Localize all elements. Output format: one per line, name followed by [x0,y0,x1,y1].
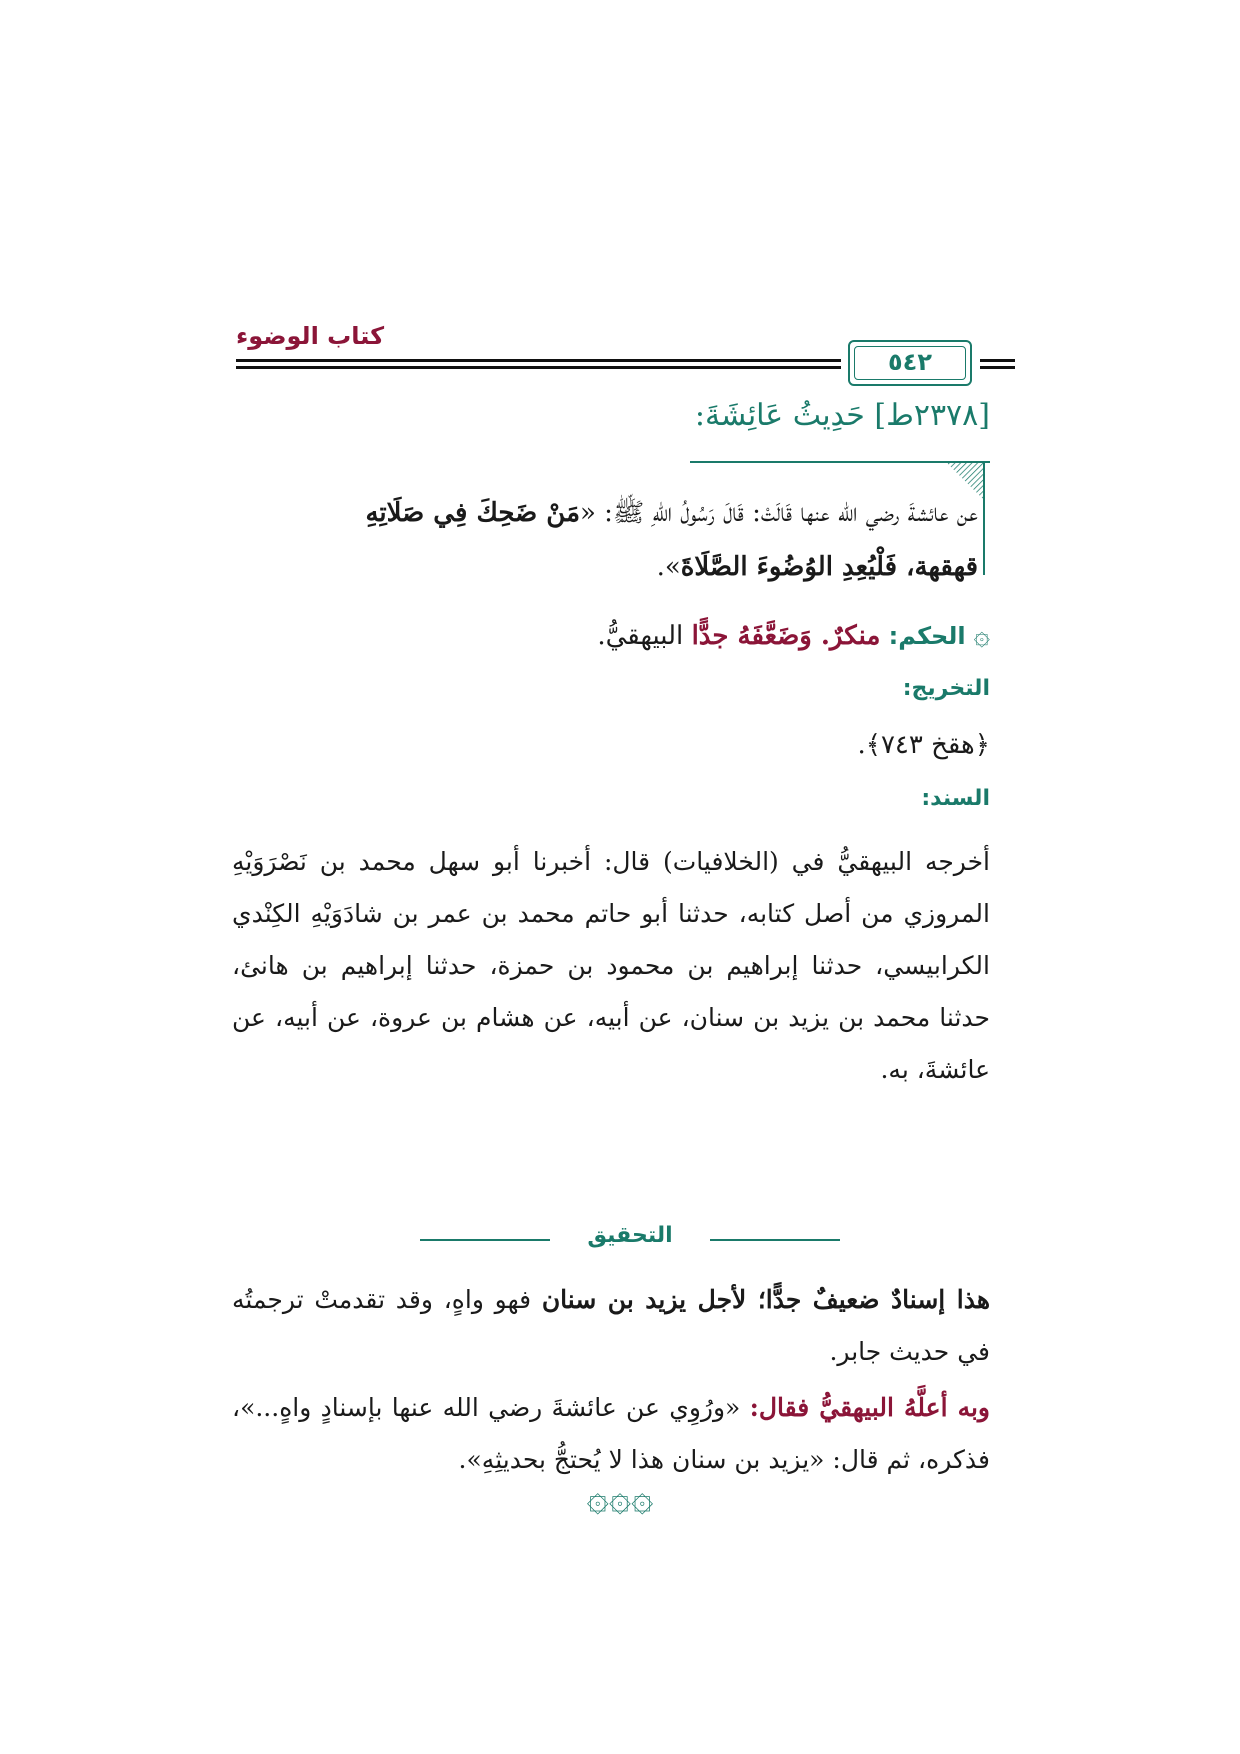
flower-icon: ۞ [973,618,990,651]
hadith-quote-bold: مَنْ ضَحِكَ فِي صَلَاتِهِ [365,498,580,528]
book-title: كتاب الوضوء [236,322,385,350]
ruling-verdict: منكرٌ. وَضَعَّفَهُ جدًّا [691,621,881,651]
end-ornament-icon: ۞۞۞ [586,1475,654,1519]
hadith-narration [258,486,978,594]
page-number-badge [848,340,972,386]
page-number: ٥٤٢ [888,348,932,376]
ruling-label: الحكم: [888,622,966,650]
tahqiq-paragraph-2: وبه أعلَّهُ البيهقيُّ فقال: «ورُوِي عن عائشةَ رضي الله عنها بإسنادٍ واهٍ...»، فذكره، ثم قال: «يزيد بن سنان هذا لا يُحتجُّ بحديثِهِ». [232,1393,991,1474]
ruling-line [597,618,990,651]
narration-line-2: قهقهة، فَلْيُعِدِ الوُضُوءَ الصَّلَاةَ». [656,552,978,582]
tahqiq-title: التحقيق [587,1223,673,1248]
sanad-label: السند: [921,786,990,811]
ruling-rest: البيهقيُّ. [597,621,692,651]
tahqiq-divider [420,1225,840,1255]
tahqiq-verdict: هذا إسنادٌ ضعيفٌ جدًّا؛ لأجل يزيد بن سنان [541,1285,990,1314]
takhrij-reference: ﴿هقخ ٧٤٣﴾. [857,730,990,760]
hadith-quote-bold-2: فَلْيُعِدِ الوُضُوءَ الصَّلَاةَ [680,552,898,582]
takhrij-label: التخريج: [902,676,990,701]
tahqiq-paragraph-1: هذا إسنادٌ ضعيفٌ جدًّا؛ لأجل يزيد بن سنان فهو واهٍ، وقد تقدمتْ ترجمتُه في حديث جابر. [232,1285,990,1366]
header-double-rule [236,359,841,373]
bayhaqi-label: وبه أعلَّهُ البيهقيُّ فقال: [749,1393,991,1422]
sanad-text: أخرجه البيهقيُّ في (الخلافيات) قال: أخبرنا أبو سهل محمد بن نَصْرَوَيْهِ المروزي من أصل كتابه، حدثنا أبو حاتم محمد بن عمر بن شادَوَيْهِ الكِنْدي الكرابيسي، حدثنا إبراهيم بن محمود بن حمزة، حدثنا إبراهيم بن هانئ، حدثنا محمد بن يزيد بن سنان، عن أبيه، عن هشام بن عروة، عن أبيه، عن عائشةَ، به. [232,847,990,1084]
hadith-heading: [٢٣٧٨ط] حَدِيثُ عَائِشَةَ: [694,398,990,433]
narration-line-1: عن عائشةَ رضي الله عنها قَالَتْ: قَالَ رَسُولُ اللهِ ﷺ: «مَنْ ضَحِكَ فِي صَلَاتِهِ [365,498,978,528]
header-double-rule-right [980,359,1015,373]
